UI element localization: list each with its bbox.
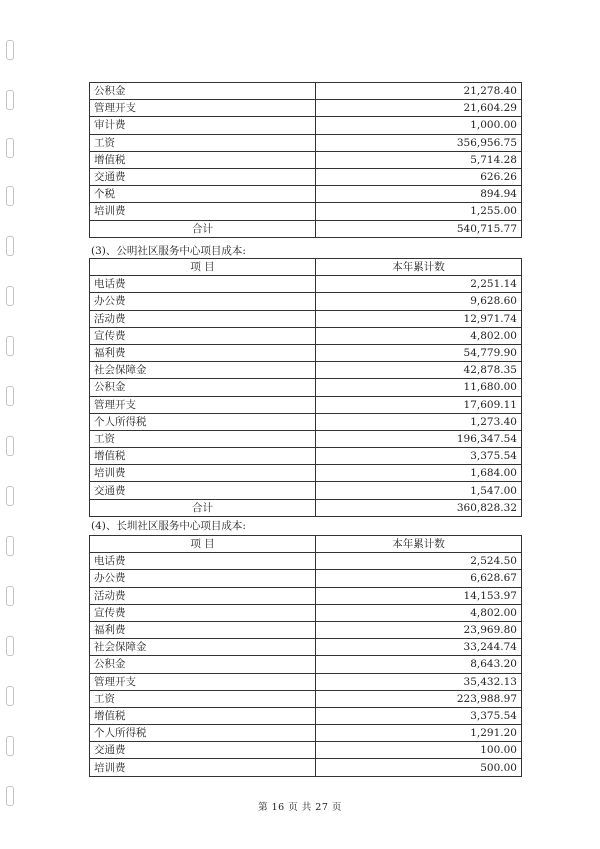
row-value: 21,278.40 (316, 83, 522, 100)
row-value: 1,684.00 (316, 465, 522, 482)
row-item: 交通费 (90, 168, 316, 185)
table-row (90, 604, 522, 621)
changzhen-cost-table (89, 535, 522, 777)
table-row (90, 759, 522, 776)
row-item: 福利费 (90, 344, 316, 361)
row-value: 3,375.54 (316, 707, 522, 724)
table-row (90, 553, 522, 570)
row-value: 6,628.67 (316, 570, 522, 587)
row-value: 42,878.35 (316, 362, 522, 379)
row-item: 活动费 (90, 310, 316, 327)
row-item: 公积金 (90, 656, 316, 673)
binding-hole (6, 138, 14, 158)
row-value: 1,255.00 (316, 203, 522, 220)
row-value: 1,273.40 (316, 413, 522, 430)
table-row (90, 396, 522, 413)
binding-hole (6, 90, 14, 110)
table-row (90, 168, 522, 185)
row-value: 11,680.00 (316, 379, 522, 396)
table-row (90, 725, 522, 742)
row-value: 33,244.74 (316, 639, 522, 656)
row-item: 电话费 (90, 276, 316, 293)
row-item: 办公费 (90, 293, 316, 310)
row-value: 356,956.75 (316, 134, 522, 151)
row-item: 活动费 (90, 587, 316, 604)
row-item: 培训费 (90, 203, 316, 220)
total-value: 540,715.77 (316, 220, 522, 237)
table-row (90, 379, 522, 396)
table-row (90, 117, 522, 134)
table-row (90, 639, 522, 656)
section3-caption: (3)、公明社区服务中心项目成本: (91, 245, 246, 257)
binding-hole (6, 40, 14, 60)
row-item: 培训费 (90, 759, 316, 776)
binding-hole (6, 736, 14, 756)
row-value: 5,714.28 (316, 151, 522, 168)
table-row (90, 327, 522, 344)
table-row (90, 203, 522, 220)
changzhen-cost-table-body (90, 536, 522, 777)
binding-hole (6, 436, 14, 456)
binding-hole (6, 586, 14, 606)
binding-hole (6, 636, 14, 656)
binding-hole (6, 686, 14, 706)
table-row (90, 310, 522, 327)
row-value: 100.00 (316, 742, 522, 759)
cost-table-continued-body (90, 83, 522, 238)
table-row (90, 151, 522, 168)
table-row (90, 621, 522, 638)
row-value: 626.26 (316, 168, 522, 185)
row-value: 14,153.97 (316, 587, 522, 604)
total-label: 合计 (90, 499, 316, 516)
row-value: 196,347.54 (316, 430, 522, 447)
row-item: 宣传费 (90, 327, 316, 344)
row-item: 公积金 (90, 83, 316, 100)
row-item: 公积金 (90, 379, 316, 396)
table-row (90, 186, 522, 203)
total-value: 360,828.32 (316, 499, 522, 516)
table-row (90, 742, 522, 759)
row-value: 1,547.00 (316, 482, 522, 499)
row-item: 社会保障金 (90, 362, 316, 379)
row-item: 交通费 (90, 482, 316, 499)
row-item: 培训费 (90, 465, 316, 482)
binding-hole (6, 386, 14, 406)
total-row (90, 499, 522, 516)
header-value: 本年累计数 (316, 259, 522, 276)
row-item: 增值税 (90, 707, 316, 724)
binding-hole (6, 286, 14, 306)
table-row (90, 83, 522, 100)
header-item: 项 目 (90, 536, 316, 553)
row-item: 增值税 (90, 151, 316, 168)
table-row (90, 344, 522, 361)
row-value: 500.00 (316, 759, 522, 776)
row-value: 223,988.97 (316, 690, 522, 707)
row-value: 2,251.14 (316, 276, 522, 293)
row-value: 1,000.00 (316, 117, 522, 134)
table-row (90, 362, 522, 379)
table-row (90, 100, 522, 117)
row-item: 福利费 (90, 621, 316, 638)
table-row (90, 448, 522, 465)
row-value: 3,375.54 (316, 448, 522, 465)
row-item: 个人所得税 (90, 413, 316, 430)
row-item: 增值税 (90, 448, 316, 465)
row-value: 4,802.00 (316, 604, 522, 621)
row-item: 工资 (90, 430, 316, 447)
header-value: 本年累计数 (316, 536, 522, 553)
table-row (90, 707, 522, 724)
row-value: 4,802.00 (316, 327, 522, 344)
table-row (90, 293, 522, 310)
total-label: 合计 (90, 220, 316, 237)
row-value: 17,609.11 (316, 396, 522, 413)
total-row (90, 220, 522, 237)
header-item: 项 目 (90, 259, 316, 276)
row-value: 894.94 (316, 186, 522, 203)
binding-hole (6, 486, 14, 506)
section4-caption: (4)、长圳社区服务中心项目成本: (91, 520, 246, 532)
table-row (90, 587, 522, 604)
table-row (90, 413, 522, 430)
row-value: 35,432.13 (316, 673, 522, 690)
row-value: 1,291.20 (316, 725, 522, 742)
row-item: 工资 (90, 134, 316, 151)
table-row (90, 465, 522, 482)
binding-holes (4, 0, 16, 849)
row-value: 8,643.20 (316, 656, 522, 673)
table-row (90, 482, 522, 499)
row-item: 办公费 (90, 570, 316, 587)
row-value: 9,628.60 (316, 293, 522, 310)
row-item: 交通费 (90, 742, 316, 759)
gongming-cost-table (89, 258, 522, 517)
table-row (90, 690, 522, 707)
binding-hole (6, 186, 14, 206)
cost-table-continued (89, 82, 522, 238)
row-value: 21,604.29 (316, 100, 522, 117)
page-footer: 第 16 页 共 27 页 (258, 802, 342, 813)
binding-hole (6, 536, 14, 556)
table-row (90, 430, 522, 447)
table-header-row (90, 536, 522, 553)
table-row (90, 673, 522, 690)
row-item: 审计费 (90, 117, 316, 134)
binding-hole (6, 336, 14, 356)
row-value: 23,969.80 (316, 621, 522, 638)
row-value: 54,779.90 (316, 344, 522, 361)
table-row (90, 134, 522, 151)
row-value: 12,971.74 (316, 310, 522, 327)
row-value: 2,524.50 (316, 553, 522, 570)
gongming-cost-table-body (90, 259, 522, 517)
row-item: 管理开支 (90, 673, 316, 690)
row-item: 社会保障金 (90, 639, 316, 656)
row-item: 管理开支 (90, 100, 316, 117)
binding-hole (6, 236, 14, 256)
table-row (90, 656, 522, 673)
row-item: 工资 (90, 690, 316, 707)
table-row (90, 276, 522, 293)
row-item: 宣传费 (90, 604, 316, 621)
row-item: 电话费 (90, 553, 316, 570)
row-item: 个人所得税 (90, 725, 316, 742)
table-header-row (90, 259, 522, 276)
row-item: 个税 (90, 186, 316, 203)
table-row (90, 570, 522, 587)
row-item: 管理开支 (90, 396, 316, 413)
